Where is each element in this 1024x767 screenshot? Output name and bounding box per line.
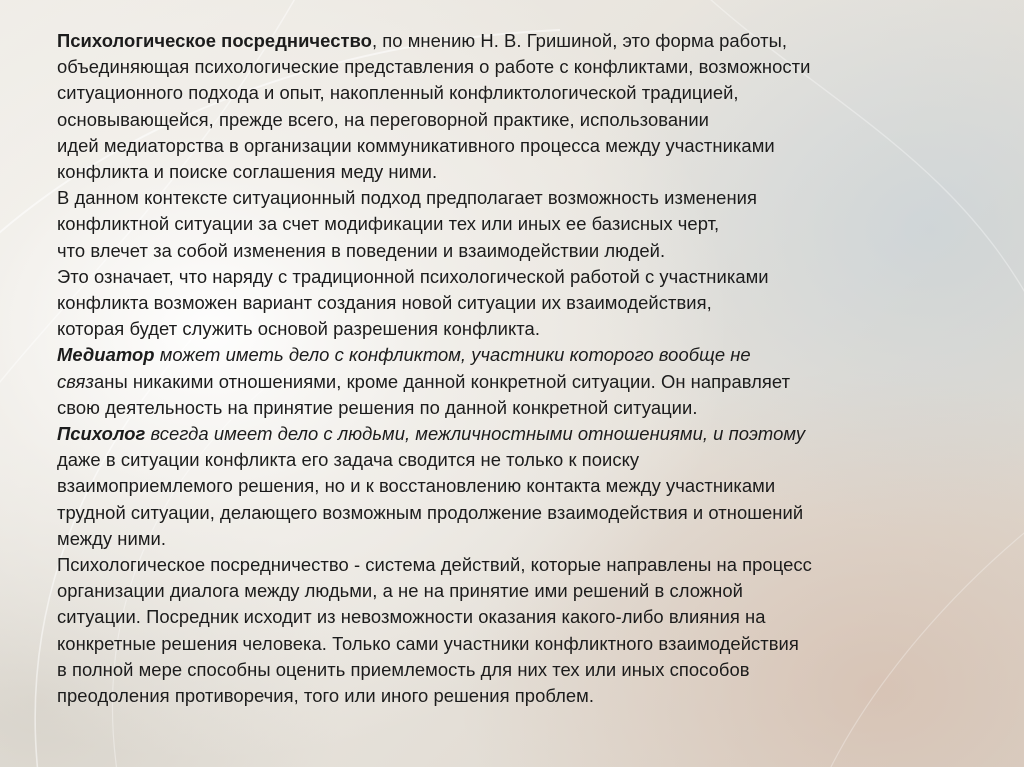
text-line: Это означает, что наряду с традиционной психологической работой с участниками	[57, 265, 769, 287]
term-psychologist: Психолог	[57, 423, 146, 445]
text-line: Психологическое посредничество, по мнению Н. В. Гришиной, это форма работы,	[57, 30, 788, 51]
text-line: конфликта и поиске соглашения меду ними.	[57, 161, 438, 183]
text-line: конфликта возможен вариант создания новой ситуации их взаимодействия,	[57, 292, 712, 314]
text-line: Психолог всегда имеет дело с людьми, межличностными отношениями, и поэтому	[57, 423, 806, 445]
text-line: основывающейся, прежде всего, на переговорной практике, использовании	[57, 108, 709, 130]
text-line: объединяющая психологические представления о работе с конфликтами, возможности	[57, 56, 811, 78]
text-line: свою деятельность на принятие решения по данной конкретной ситуации.	[57, 396, 698, 418]
text-line: связаны никакими отношениями, кроме данной конкретной ситуации. Он направляет	[57, 370, 791, 392]
text-line: ситуационного подхода и опыт, накопленный конфликтологической традицией,	[57, 82, 739, 104]
text-line: что влечет за собой изменения в поведении и взаимодействии людей.	[57, 239, 666, 261]
text-line: даже в ситуации конфликта его задача сводится не только к поиску	[57, 449, 640, 471]
body-text	[57, 28, 1007, 709]
text-line: которая будет служить основой разрешения конфликта.	[57, 318, 540, 340]
text-line: Психологическое посредничество - система действий, которые направлены на процесс	[57, 554, 812, 576]
text-line: взаимоприемлемого решения, но и к восстановлению контакта между участниками	[57, 475, 776, 497]
term-psychological-mediation: Психологическое посредничество	[57, 30, 372, 51]
text-line: в полной мере способны оценить приемлемость для них тех или иных способов	[57, 658, 750, 680]
text-line: конфликтной ситуации за счет модификации тех или иных ее базисных черт,	[57, 213, 720, 235]
text-line: конкретные решения человека. Только сами участники конфликтного взаимодействия	[57, 632, 799, 654]
text-line: трудной ситуации, делающего возможным продолжение взаимодействия и отношений	[57, 501, 804, 523]
text-line: организации диалога между людьми, а не на принятие ими решений в сложной	[57, 580, 743, 602]
term-mediator: Медиатор	[57, 344, 155, 366]
text-line: преодоления противоречия, того или иного решения проблем.	[57, 685, 595, 707]
text-line: идей медиаторства в организации коммуникативного процесса между участниками	[57, 134, 775, 156]
text-line: ситуации. Посредник исходит из невозможности оказания какого-либо влияния на	[57, 606, 766, 628]
text-line: В данном контексте ситуационный подход предполагает возможность изменения	[57, 187, 757, 209]
text-line: Медиатор может иметь дело с конфликтом, участники которого вообще не	[57, 344, 751, 366]
text-line: между ними.	[57, 527, 167, 549]
